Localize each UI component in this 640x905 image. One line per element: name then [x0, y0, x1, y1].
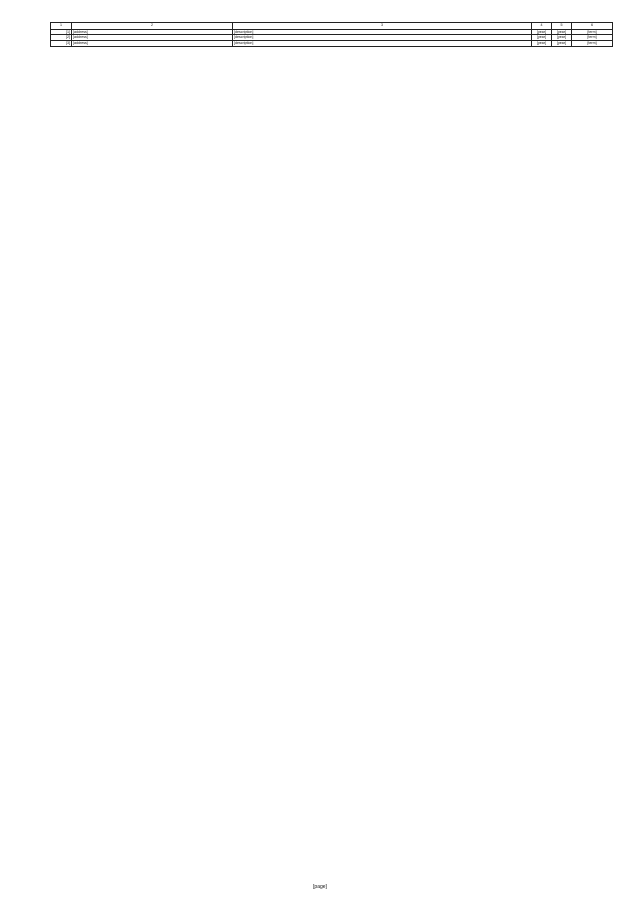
table-cell: [address] — [72, 41, 233, 47]
table-cell: [year] — [532, 29, 552, 35]
table-cell: [term] — [572, 35, 613, 41]
table-cell: [year] — [532, 41, 552, 47]
column-header: 5 — [552, 23, 572, 30]
column-header: 3 — [233, 23, 532, 30]
table-cell: [address] — [72, 29, 233, 35]
table-cell: [2] — [51, 35, 72, 41]
table-cell: [year] — [532, 35, 552, 41]
table-row — [51, 41, 613, 47]
works-table — [50, 22, 613, 47]
table-cell: [description] — [233, 35, 532, 41]
table-cell: [description] — [233, 41, 532, 47]
table-cell: [address] — [72, 35, 233, 41]
column-header: 6 — [572, 23, 613, 30]
table-cell: [term] — [572, 41, 613, 47]
table-cell: [3] — [51, 41, 72, 47]
table-cell: [description] — [233, 29, 532, 35]
table-cell: [year] — [552, 35, 572, 41]
table-cell: [term] — [572, 29, 613, 35]
column-header: 2 — [72, 23, 233, 30]
column-header: 4 — [532, 23, 552, 30]
table-cell: [1] — [51, 29, 72, 35]
table-cell: [year] — [552, 29, 572, 35]
table-cell: [year] — [552, 41, 572, 47]
table-body — [51, 29, 613, 46]
page-footer: [page] — [313, 884, 327, 890]
column-header: 1 — [51, 23, 72, 30]
